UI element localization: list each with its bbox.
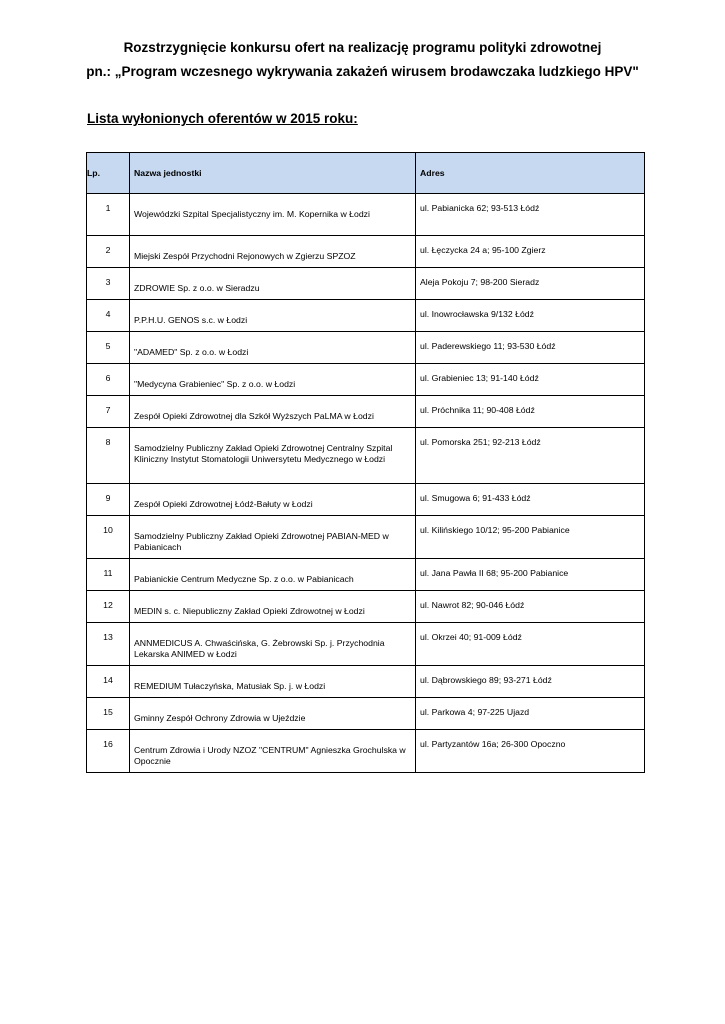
cell-address-text: ul. Inowrocławska 9/132 Łódź: [420, 309, 534, 319]
cell-lp: [87, 268, 130, 300]
cell-address: [416, 364, 645, 396]
cell-name: [130, 236, 416, 268]
cell-name-text: Zespół Opieki Zdrowotnej dla Szkół Wyższych PaLMA w Łodzi: [134, 411, 374, 421]
cell-name-text: "Medycyna Grabieniec" Sp. z o.o. w Łodzi: [134, 379, 296, 389]
document-title-line1: Rozstrzygnięcie konkursu ofert na realizację programu polityki zdrowotnej: [123, 40, 602, 55]
cell-address-text: ul. Kilińskiego 10/12; 95-200 Pabianice: [420, 525, 570, 535]
cell-address: [416, 591, 645, 623]
cell-name: [130, 428, 416, 484]
cell-address-text: ul. Paderewskiego 11; 93-530 Łódź: [420, 341, 556, 351]
cell-name: [130, 484, 416, 516]
cell-address-text: ul. Pomorska 251; 92-213 Łódź: [420, 437, 541, 447]
cell-lp: [87, 428, 130, 484]
table-row: [87, 428, 645, 484]
cell-lp-text: 15: [103, 707, 113, 717]
table-header-row: [87, 153, 645, 194]
cell-address-text: ul. Jana Pawła II 68; 95-200 Pabianice: [420, 568, 569, 578]
cell-lp-text: 11: [103, 568, 113, 578]
cell-address-text: ul. Okrzei 40; 91-009 Łódź: [420, 632, 522, 642]
table-row: [87, 300, 645, 332]
cell-lp: [87, 666, 130, 698]
cell-name-text: ZDROWIE Sp. z o.o. w Sieradzu: [134, 283, 260, 293]
table-row: [87, 623, 645, 666]
cell-lp-text: 6: [105, 373, 111, 383]
cell-lp: [87, 332, 130, 364]
cell-address: [416, 300, 645, 332]
cell-name: [130, 698, 416, 730]
table-row: [87, 666, 645, 698]
cell-lp: [87, 623, 130, 666]
cell-address: [416, 332, 645, 364]
cell-name: [130, 516, 416, 559]
cell-name: [130, 364, 416, 396]
cell-name-text: ANNMEDICUS A. Chwaścińska, G. Żebrowski Sp. j. Przychodnia Lekarska ANIMED w Łodzi: [134, 638, 385, 659]
table-row: [87, 268, 645, 300]
list-heading: Lista wyłonionych oferentów w 2015 roku:: [87, 111, 358, 126]
cell-lp: [87, 591, 130, 623]
cell-address-text: ul. Parkowa 4; 97-225 Ujazd: [420, 707, 530, 717]
cell-address: [416, 698, 645, 730]
cell-lp: [87, 300, 130, 332]
cell-name: [130, 332, 416, 364]
cell-address-text: ul. Łęczycka 24 a; 95-100 Zgierz: [420, 245, 546, 255]
cell-lp-text: 10: [103, 525, 113, 535]
header-lp: Lp.: [87, 153, 130, 194]
table-row: [87, 559, 645, 591]
cell-lp-text: 16: [103, 739, 113, 749]
table-row: [87, 194, 645, 236]
table-row: [87, 730, 645, 773]
cell-address-text: ul. Nawrot 82; 90-046 Łódź: [420, 600, 525, 610]
cell-lp: [87, 364, 130, 396]
cell-name-text: MEDIN s. c. Niepubliczny Zakład Opieki Zdrowotnej w Łodzi: [134, 606, 365, 616]
cell-lp-text: 9: [105, 493, 111, 503]
cell-address-text: ul. Pabianicka 62; 93-513 Łódź: [420, 203, 540, 213]
header-address-label: Adres: [420, 168, 445, 178]
cell-name-text: "ADAMED" Sp. z o.o. w Łodzi: [134, 347, 249, 357]
cell-address: [416, 666, 645, 698]
cell-address: [416, 623, 645, 666]
cell-address: [416, 396, 645, 428]
cell-lp-text: 2: [105, 245, 111, 255]
table-row: [87, 516, 645, 559]
cell-lp-text: 3: [105, 277, 111, 287]
cell-address: [416, 484, 645, 516]
cell-lp: [87, 559, 130, 591]
cell-name: [130, 559, 416, 591]
cell-lp: [87, 698, 130, 730]
cell-lp: [87, 516, 130, 559]
header-name-label: Nazwa jednostki: [134, 168, 202, 178]
cell-name-text: Samodzielny Publiczny Zakład Opieki Zdrowotnej PABIAN-MED w Pabianicach: [134, 531, 389, 552]
cell-name: [130, 300, 416, 332]
cell-name: [130, 591, 416, 623]
cell-lp: [87, 396, 130, 428]
cell-address-text: ul. Próchnika 11; 90-408 Łódź: [420, 405, 535, 415]
table-row: [87, 591, 645, 623]
cell-lp-text: 12: [103, 600, 113, 610]
cell-lp: [87, 730, 130, 773]
header-address: [416, 153, 645, 194]
document-title-line2: pn.: „Program wczesnego wykrywania zakażeń wirusem brodawczaka ludzkiego HPV": [86, 64, 639, 79]
cell-address-text: ul. Partyzantów 16a; 26-300 Opoczno: [420, 739, 566, 749]
cell-name: [130, 396, 416, 428]
cell-lp-text: 4: [105, 309, 111, 319]
cell-address: [416, 236, 645, 268]
cell-lp-text: 8: [105, 437, 111, 447]
table-row: [87, 332, 645, 364]
table-row: [87, 364, 645, 396]
cell-lp-text: 1: [105, 203, 111, 213]
cell-name-text: Samodzielny Publiczny Zakład Opieki Zdrowotnej Centralny Szpital Kliniczny Instytut Stomatologii Uniwersytetu Medycznego w Łodzi: [134, 443, 393, 464]
cell-lp-text: 14: [103, 675, 113, 685]
cell-address: [416, 516, 645, 559]
cell-lp-text: 7: [105, 405, 111, 415]
table-row: [87, 396, 645, 428]
header-name: [130, 153, 416, 194]
cell-name-text: Wojewódzki Szpital Specjalistyczny im. M. Kopernika w Łodzi: [134, 209, 370, 219]
table-row: [87, 698, 645, 730]
cell-lp: [87, 236, 130, 268]
cell-name-text: P.P.H.U. GENOS s.c. w Łodzi: [134, 315, 248, 325]
cell-name: [130, 268, 416, 300]
cell-address: [416, 730, 645, 773]
cell-address-text: ul. Smugowa 6; 91-433 Łódź: [420, 493, 531, 503]
cell-name: [130, 730, 416, 773]
table-row: [87, 236, 645, 268]
cell-lp-text: 13: [103, 632, 113, 642]
table-row: [87, 484, 645, 516]
cell-lp: [87, 484, 130, 516]
cell-address: [416, 194, 645, 236]
cell-lp-text: 5: [105, 341, 111, 351]
cell-name-text: Gminny Zespół Ochrony Zdrowia w Ujeździe: [134, 713, 306, 723]
cell-name-text: Centrum Zdrowia i Urody NZOZ "CENTRUM" Agnieszka Grochulska w Opocznie: [134, 745, 406, 766]
cell-address-text: ul. Grabieniec 13; 91-140 Łódź: [420, 373, 539, 383]
cell-name: [130, 194, 416, 236]
offerors-table: [86, 152, 645, 773]
cell-lp: [87, 194, 130, 236]
cell-name-text: Pabianickie Centrum Medyczne Sp. z o.o. w Pabianicach: [134, 574, 354, 584]
cell-name-text: REMEDIUM Tułaczyńska, Matusiak Sp. j. w Łodzi: [134, 681, 326, 691]
cell-address-text: Aleja Pokoju 7; 98-200 Sieradz: [420, 277, 540, 287]
cell-address-text: ul. Dąbrowskiego 89; 93-271 Łódź: [420, 675, 552, 685]
cell-address: [416, 428, 645, 484]
cell-name: [130, 623, 416, 666]
cell-name-text: Miejski Zespół Przychodni Rejonowych w Zgierzu SPZOZ: [134, 251, 356, 261]
cell-name-text: Zespół Opieki Zdrowotnej Łódź-Bałuty w Łodzi: [134, 499, 313, 509]
cell-address: [416, 559, 645, 591]
cell-name: [130, 666, 416, 698]
cell-address: [416, 268, 645, 300]
